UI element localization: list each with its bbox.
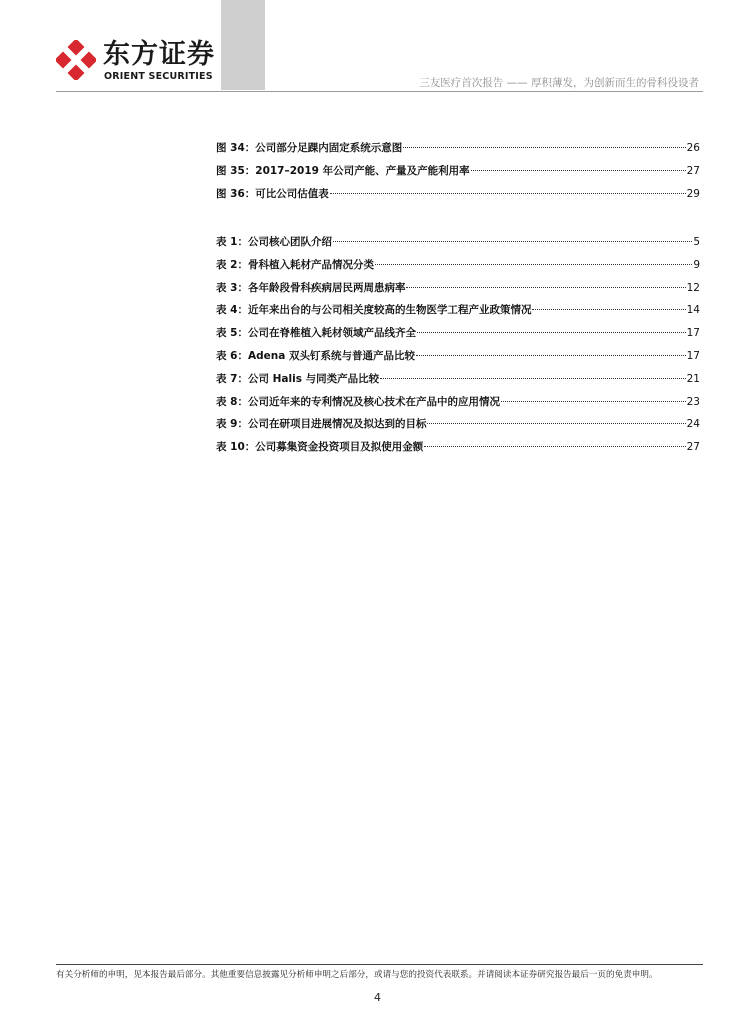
- toc-entry-figure-36[interactable]: [216, 186, 700, 209]
- toc-dot-leader: [403, 147, 685, 148]
- toc-entry-page: 24: [686, 418, 700, 431]
- toc-entry-label: 表 9：公司在研项目进展情况及拟达到的目标: [216, 418, 427, 431]
- toc-entry-page: 23: [686, 395, 700, 408]
- toc-entry-page: 17: [686, 349, 700, 362]
- page-number: 4: [374, 991, 381, 1004]
- toc-dot-leader: [417, 332, 686, 333]
- toc-dot-leader: [406, 287, 685, 288]
- toc-entry-label: 表 10：公司募集资金投资项目及拟使用金额: [216, 441, 424, 454]
- toc-entry-label: 表 7：公司 Halis 与同类产品比较: [216, 372, 380, 385]
- toc-entry-label: 表 3：各年龄段骨科疾病居民两周患病率: [216, 281, 406, 294]
- toc-entry-page: 27: [686, 164, 700, 177]
- toc-dot-leader: [471, 170, 686, 171]
- toc-entry-table-4[interactable]: [216, 302, 700, 325]
- toc-entry-label: 表 1：公司核心团队介绍: [216, 236, 332, 248]
- toc-entry-table-5[interactable]: [216, 325, 700, 348]
- toc-entry-page: 14: [686, 304, 700, 317]
- toc-entry-page: 17: [686, 327, 700, 340]
- toc-entry-figure-35[interactable]: [216, 163, 700, 186]
- toc-entry-table-8[interactable]: [216, 394, 700, 417]
- toc-entry-table-9[interactable]: [216, 416, 700, 439]
- brand-name-en: ORIENT SECURITIES: [104, 71, 213, 82]
- toc-entry-label: 表 2：骨科植入耗材产品情况分类: [216, 258, 374, 271]
- toc-dot-leader: [427, 423, 685, 424]
- brand-name-cn: 东方证券: [103, 39, 215, 70]
- toc-entry-page: 12: [686, 281, 700, 294]
- toc-entry-page: 26: [686, 142, 700, 154]
- toc-dot-leader: [333, 241, 692, 242]
- toc-entry-table-7[interactable]: [216, 371, 700, 394]
- toc-entry-label: 图 34：公司部分足踝内固定系统示意图: [216, 142, 403, 154]
- toc-dot-leader: [416, 355, 686, 356]
- toc-figures-list: [216, 140, 700, 208]
- toc-entry-table-10[interactable]: [216, 439, 700, 462]
- toc-entry-table-3[interactable]: [216, 280, 700, 303]
- toc-dot-leader: [501, 401, 686, 402]
- toc-tables-list: [216, 234, 700, 462]
- toc-entry-page: 29: [686, 187, 700, 200]
- footer-disclaimer: 有关分析师的申明，见本报告最后部分。其他重要信息披露见分析师申明之后部分，或请与您的投资代表联系。并请阅读本证券研究报告最后一页的免责申明。: [56, 970, 658, 980]
- toc-dot-leader: [375, 264, 692, 265]
- orient-securities-logo-icon: [56, 40, 96, 80]
- toc-dot-leader: [380, 378, 686, 379]
- toc-entry-label: 表 4：近年来出台的与公司相关度较高的生物医学工程产业政策情况: [216, 304, 532, 317]
- toc-entry-table-2[interactable]: [216, 257, 700, 280]
- toc-entry-label: 图 35：2017–2019 年公司产能、产量及产能利用率: [216, 164, 470, 177]
- header-divider: [56, 91, 703, 92]
- toc-entry-figure-34[interactable]: [216, 140, 700, 163]
- toc-dot-leader: [424, 446, 685, 447]
- toc-entry-page: 5: [693, 236, 700, 248]
- toc-entry-label: 图 36：可比公司估值表: [216, 187, 329, 200]
- footer-divider: [56, 964, 703, 965]
- toc-entry-label: 表 8：公司近年来的专利情况及核心技术在产品中的应用情况: [216, 395, 500, 408]
- toc-dot-leader: [532, 309, 685, 310]
- toc-entry-table-6[interactable]: [216, 348, 700, 371]
- toc-entry-page: 9: [693, 258, 700, 271]
- header-gray-block: [221, 0, 265, 90]
- toc-entry-label: 表 5：公司在脊椎植入耗材领域产品线齐全: [216, 327, 416, 340]
- toc-entry-table-1[interactable]: [216, 234, 700, 257]
- report-title: 三友医疗首次报告 —— 厚积薄发，为创新而生的骨科役设者: [419, 77, 699, 89]
- toc-entry-page: 27: [686, 441, 700, 454]
- toc-entry-page: 21: [686, 372, 700, 385]
- toc-entry-label: 表 6：Adena 双头钉系统与普通产品比较: [216, 349, 415, 362]
- toc-dot-leader: [330, 193, 686, 194]
